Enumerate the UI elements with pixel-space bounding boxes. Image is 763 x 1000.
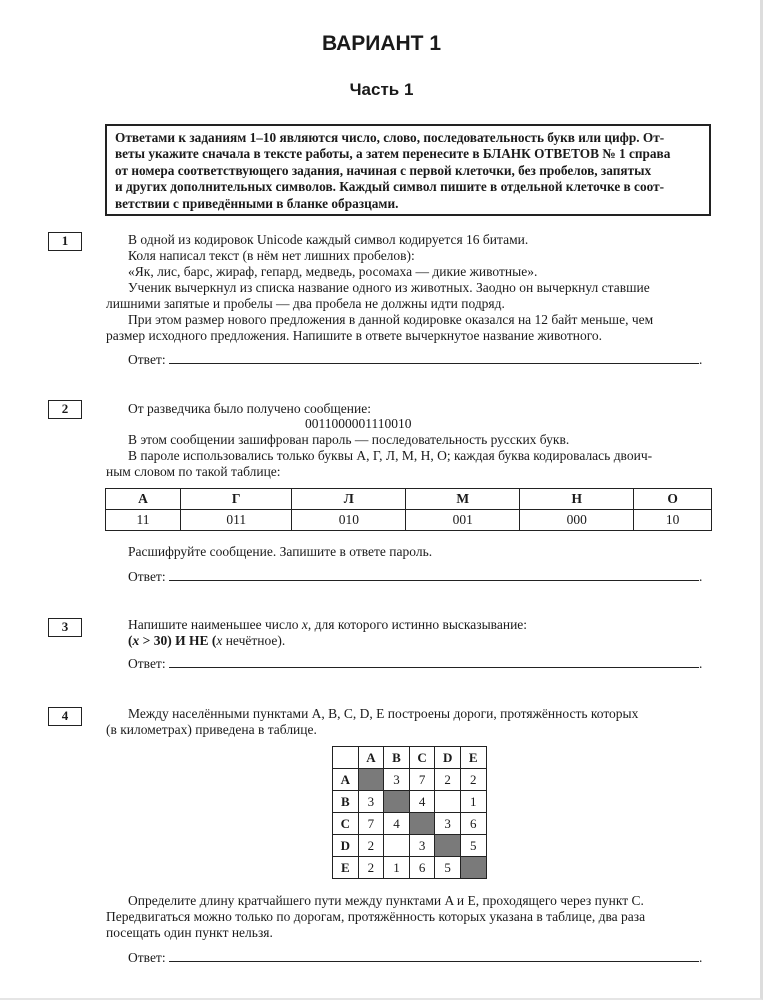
task2-line: В пароле использовались только буквы А, Г, Л, М, Н, О; каждая буква кодировалась двоич- [128,448,653,463]
cell [384,835,410,857]
cell [435,835,461,857]
text: , для которого истинно высказывание: [307,617,528,632]
task-number-1: 1 [48,232,82,251]
row-header: E [333,857,359,879]
col-header: B [384,747,410,769]
var-x: x [216,633,223,648]
col-header: C [409,747,435,769]
task4-line: Определите длину кратчайшего пути между пунктами A и E, проходящего через пункт C. [128,893,644,908]
cell: 2 [358,835,384,857]
task2-line: В этом сообщении зашифрован пароль — последовательность русских букв. [128,432,570,447]
task1-line: размер исходного предложения. Напишите в ответе вычеркнутое название животного. [106,328,603,343]
task1-line: «Як, лис, барс, жираф, гепард, медведь, росомаха — дикие животные». [128,264,538,279]
cell: 2 [435,769,461,791]
cell: 6 [460,813,486,835]
row-header: D [333,835,359,857]
answer-field-2[interactable]: Ответ: . [128,569,703,584]
row-header: B [333,791,359,813]
cell: 5 [460,835,486,857]
cell: 2 [460,769,486,791]
col-header: D [435,747,461,769]
var-x: x [132,633,140,648]
code-cell: 10 [634,510,712,531]
cell: 1 [384,857,410,879]
variant-title: ВАРИАНТ 1 [321,32,442,55]
instruction-line: и других дополнительных символов. Каждый символ пишите в отдельной клеточке в соот- [115,179,665,195]
cell: 3 [409,835,435,857]
task4-line: Между населёнными пунктами A, B, C, D, E построены дороги, протяжённость которых [128,706,639,721]
cell [435,791,461,813]
answer-label: Ответ: [128,352,166,367]
instruction-line: веты укажите сначала в тексте работы, а затем перенесите в БЛАНК ОТВЕТОВ № 1 справа [115,146,671,162]
instruction-line: Ответами к заданиям 1–10 являются число, слово, последовательность букв или цифр. От- [115,130,665,145]
part-title: Часть 1 [349,80,414,99]
code-table [105,488,712,531]
task4-line: посещать один пункт нельзя. [106,925,273,940]
task-number-2: 2 [48,400,82,419]
cell: 3 [384,769,410,791]
task-number-4: 4 [48,707,82,726]
code-cell: 010 [292,510,406,531]
cell: 4 [384,813,410,835]
code-cell: 011 [181,510,292,531]
cell: 1 [460,791,486,813]
letter-cell: А [106,489,181,510]
cell: 7 [358,813,384,835]
task-number-3: 3 [48,618,82,637]
task2-message: 0011000001110010 [305,416,412,431]
task1-line: При этом размер нового предложения в данной кодировке оказался на 12 байт меньше, чем [128,312,654,327]
cell: 3 [358,791,384,813]
code-cell: 11 [106,510,181,531]
text: > 30) И НЕ ( [139,633,217,648]
instruction-line: ветствии с приведёнными в бланке образцами. [115,195,399,211]
text: нечётное). [222,633,286,648]
distance-table [332,746,487,879]
cell [358,769,384,791]
answer-field-1[interactable]: Ответ: . [128,352,703,367]
text: Напишите наименьшее число [128,617,302,632]
cell [384,791,410,813]
text: ( [128,633,133,648]
task1-line: лишними запятые и пробелы — два пробела не должны идти подряд. [106,296,505,311]
cell: 6 [409,857,435,879]
var-x: x [301,617,308,632]
letter-cell: О [634,489,712,510]
task2-line: От разведчика было получено сообщение: [128,401,371,416]
task3-statement [128,633,285,649]
cell: 7 [409,769,435,791]
task1-line: Коля написал текст (в нём нет лишних пробелов): [128,248,415,263]
corner-cell [333,747,359,769]
letter-cell: М [406,489,520,510]
cell [409,813,435,835]
answer-label: Ответ: [128,656,166,671]
cell [460,857,486,879]
instruction-line: от номера соответствующего задания, начиная с первой клеточки, без пробелов, запятых [115,162,652,178]
answer-label: Ответ: [128,950,166,965]
letter-cell: Л [292,489,406,510]
answer-label: Ответ: [128,569,166,584]
cell: 3 [435,813,461,835]
task4-line: (в километрах) приведена в таблице. [106,722,317,737]
instructions-box [105,124,711,216]
answer-field-3[interactable]: Ответ: . [128,656,703,671]
task2-line: ным словом по такой таблице: [106,464,281,479]
cell: 4 [409,791,435,813]
code-cell: 000 [520,510,634,531]
cell: 2 [358,857,384,879]
answer-field-4[interactable]: Ответ: . [128,950,703,965]
task1-line: Ученик вычеркнул из списка название одного из животных. Заодно он вычеркнул ставшие [128,280,650,295]
row-header: C [333,813,359,835]
task1-line: В одной из кодировок Unicode каждый символ кодируется 16 битами. [128,232,529,247]
task2-question: Расшифруйте сообщение. Запишите в ответе пароль. [128,544,433,559]
col-header: E [460,747,486,769]
task4-line: Передвигаться можно только по дорогам, протяжённость которых указана в таблице, два раза [106,909,646,924]
col-header: A [358,747,384,769]
letter-cell: Н [520,489,634,510]
task3-line [128,617,527,633]
cell: 5 [435,857,461,879]
letter-cell: Г [181,489,292,510]
row-header: A [333,769,359,791]
code-cell: 001 [406,510,520,531]
